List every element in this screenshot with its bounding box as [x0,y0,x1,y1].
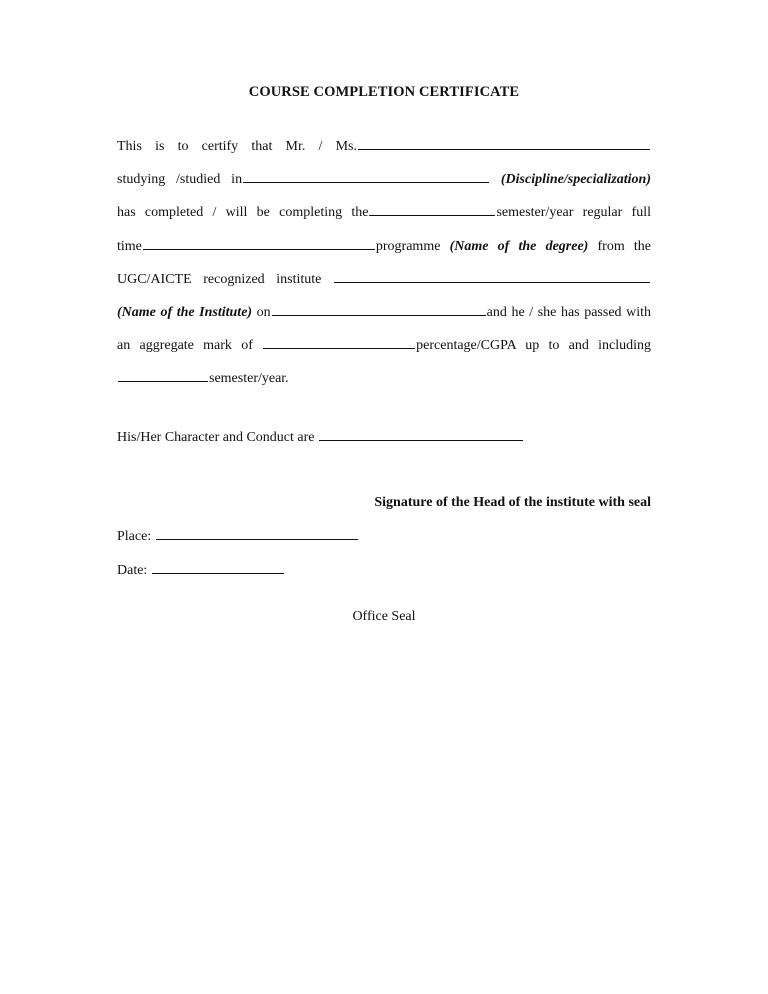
date-of-pass-blank[interactable] [272,303,486,316]
semester-blank[interactable] [369,203,495,216]
body-line-1 [117,130,651,163]
character-blank[interactable] [319,428,523,441]
name-blank[interactable] [358,137,650,150]
from-text: from the [597,238,652,254]
certificate-body [117,130,651,396]
marks-blank[interactable] [263,336,415,349]
body-line-2 [117,163,651,196]
date-label: Date: [117,563,148,578]
place-label: Place: [117,529,152,544]
body-line-6 [117,296,651,329]
completing-text: has completed / will be completing the [117,205,369,221]
time-text: time [117,238,142,254]
place-line [117,527,359,545]
office-seal-label: Office Seal [352,609,416,624]
final-semester-blank[interactable] [118,369,208,382]
certify-text: This is to certify that Mr. / Ms. [117,139,357,154]
date-blank[interactable] [152,561,284,574]
character-label: His/Her Character and Conduct are [117,430,315,445]
semester-text: semester/year regular full [496,205,651,221]
body-line-8 [117,362,651,395]
body-line-4 [117,230,651,263]
signature-label: Signature of the Head of the institute with seal [374,495,651,510]
place-blank[interactable] [156,527,358,540]
programme-blank[interactable] [143,237,375,250]
on-text: on [256,304,271,320]
body-line-3 [117,196,651,229]
institute-hint: (Name of the Institute) [117,304,253,320]
aggregate-text: an aggregate mark of [117,338,253,354]
certificate-title: COURSE COMPLETION CERTIFICATE [248,84,520,100]
percentage-text: percentage/CGPA up to and including [416,338,651,354]
date-line [117,561,285,579]
degree-hint: (Name of the degree) [449,238,589,254]
passed-text: and he / she has passed with [486,304,652,320]
programme-text: programme [375,238,441,254]
body-line-7 [117,329,651,362]
studying-text: studying /studied in [117,172,243,188]
discipline-hint: (Discipline/specialization) [500,172,651,188]
institute-blank[interactable] [334,270,650,283]
character-conduct-line [117,428,524,446]
body-line-5 [117,263,651,296]
discipline-blank[interactable] [243,170,489,183]
recognized-text: UGC/AICTE recognized institute [117,271,322,287]
semester-year-text: semester/year. [209,371,289,387]
